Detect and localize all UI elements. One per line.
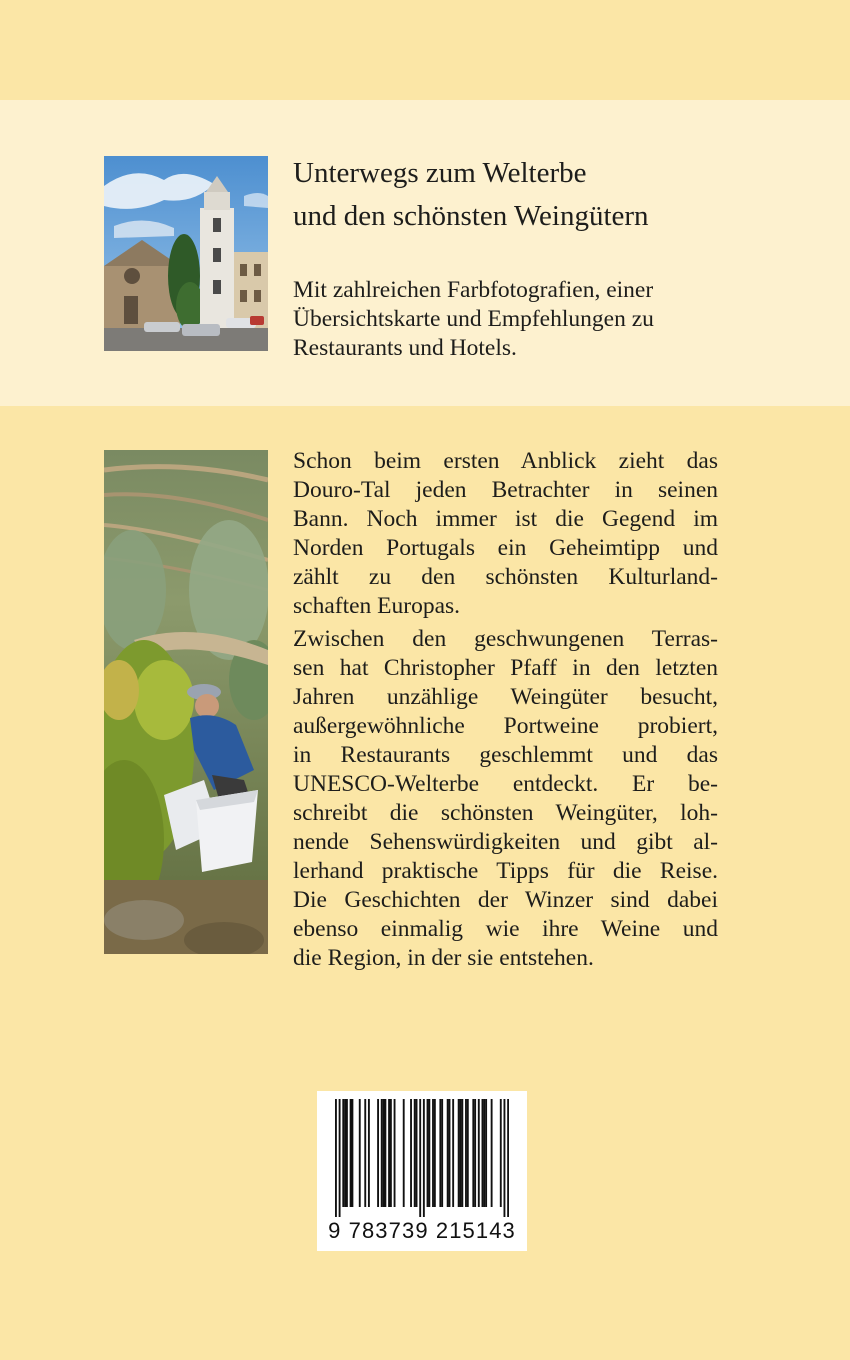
blurb-line: Die Geschichten der Winzer sind dabei (293, 887, 718, 913)
isbn-digits: 9 783739 215143 (328, 1218, 516, 1243)
blurb-line: zählt zu den schönsten Kulturland- (293, 564, 718, 590)
blurb-line: Jahren unzählige Weingüter besucht, (293, 684, 718, 710)
barcode-bar (416, 1099, 418, 1207)
barcode-bar (335, 1099, 337, 1217)
book-subtitle (293, 276, 733, 363)
barcode-bar (383, 1099, 385, 1207)
barcode-bar (467, 1099, 469, 1207)
barcode-bar (377, 1099, 379, 1207)
barcode-bar (342, 1099, 344, 1207)
blurb-line: ebenso einmalig wie ihre Weine und (293, 916, 718, 942)
blurb-line: sen hat Christopher Pfaff in den letzten (293, 655, 718, 681)
barcode-bar (452, 1099, 454, 1207)
blurb-line: Norden Portugals ein Geheimtipp und (293, 535, 718, 561)
barcode-bar (491, 1099, 493, 1207)
barcode-bar (458, 1099, 460, 1207)
barcode-bar (339, 1099, 341, 1217)
barcode-bar (368, 1099, 370, 1207)
barcode-bar (478, 1099, 480, 1207)
blurb-line: außergewöhnliche Portweine probiert, (293, 713, 718, 739)
barcode-bar (419, 1099, 421, 1217)
barcode-bar (447, 1099, 449, 1207)
barcode-bar (428, 1099, 430, 1207)
barcode-bar (388, 1099, 390, 1207)
barcode-bar (482, 1099, 484, 1207)
barcode-bar (474, 1099, 476, 1207)
barcode-bar (449, 1099, 451, 1207)
barcode-bar (410, 1099, 412, 1207)
barcode-bar (381, 1099, 383, 1207)
vineyard-photo (104, 450, 268, 954)
barcode-bars (335, 1099, 509, 1217)
barcode-bar (432, 1099, 434, 1207)
subtitle-line: Übersichtskarte und Empfehlungen zu (293, 306, 654, 332)
book-headline (293, 152, 753, 238)
barcode-bar (390, 1099, 392, 1207)
blurb-line: UNESCO-Welterbe entdeckt. Er be- (293, 771, 718, 797)
church-photo (104, 156, 268, 351)
barcode-bar (507, 1099, 509, 1217)
blurb-paragraph-2 (293, 625, 718, 973)
isbn-barcode (317, 1091, 527, 1251)
barcode-bar (414, 1099, 416, 1207)
barcode-bar (472, 1099, 474, 1207)
blurb-line: Schon beim ersten Anblick zieht das (293, 448, 718, 474)
blurb-line: lerhand praktische Tipps für die Reise. (293, 858, 718, 884)
barcode-bar (364, 1099, 366, 1207)
barcode-bar (500, 1099, 502, 1207)
barcode-bar (460, 1099, 462, 1207)
barcode-bar (504, 1099, 506, 1217)
blurb-line: die Region, in der sie entstehen. (293, 945, 594, 971)
barcode-bar (483, 1099, 485, 1207)
subtitle-line: Mit zahlreichen Farbfotografien, einer (293, 277, 654, 303)
barcode-bar (403, 1099, 405, 1207)
barcode-bar (350, 1099, 352, 1207)
barcode-bar (434, 1099, 436, 1207)
barcode-bar (465, 1099, 467, 1207)
barcode-bar (346, 1099, 348, 1207)
barcode-bar (441, 1099, 443, 1207)
blurb-line: Zwischen den geschwungenen Terras- (293, 626, 718, 652)
blurb-line: schaften Europas. (293, 593, 461, 619)
subtitle-line: Restaurants und Hotels. (293, 335, 517, 361)
blurb-line: schreibt die schönsten Weingüter, loh- (293, 800, 718, 826)
blurb-line: Douro-Tal jeden Betrachter in seinen (293, 477, 718, 503)
headline-line: Unterwegs zum Welterbe (293, 157, 587, 189)
barcode-bar (359, 1099, 361, 1207)
barcode-bar (394, 1099, 396, 1207)
barcode-bar (384, 1099, 386, 1207)
barcode-bar (427, 1099, 429, 1207)
barcode-bar (439, 1099, 441, 1207)
blurb-line: Bann. Noch immer ist die Gegend im (293, 506, 718, 532)
barcode-bar (461, 1099, 463, 1207)
blurb-line: in Restaurants geschlemmt und das (293, 742, 718, 768)
blurb-paragraph-1 (293, 447, 718, 621)
barcode-bar (423, 1099, 425, 1217)
blurb-line: nende Sehenswürdigkeiten und gibt al- (293, 829, 718, 855)
barcode-bar (351, 1099, 353, 1207)
barcode-bar (485, 1099, 487, 1207)
barcode-bar (344, 1099, 346, 1207)
headline-line: und den schönsten Weingütern (293, 200, 649, 232)
